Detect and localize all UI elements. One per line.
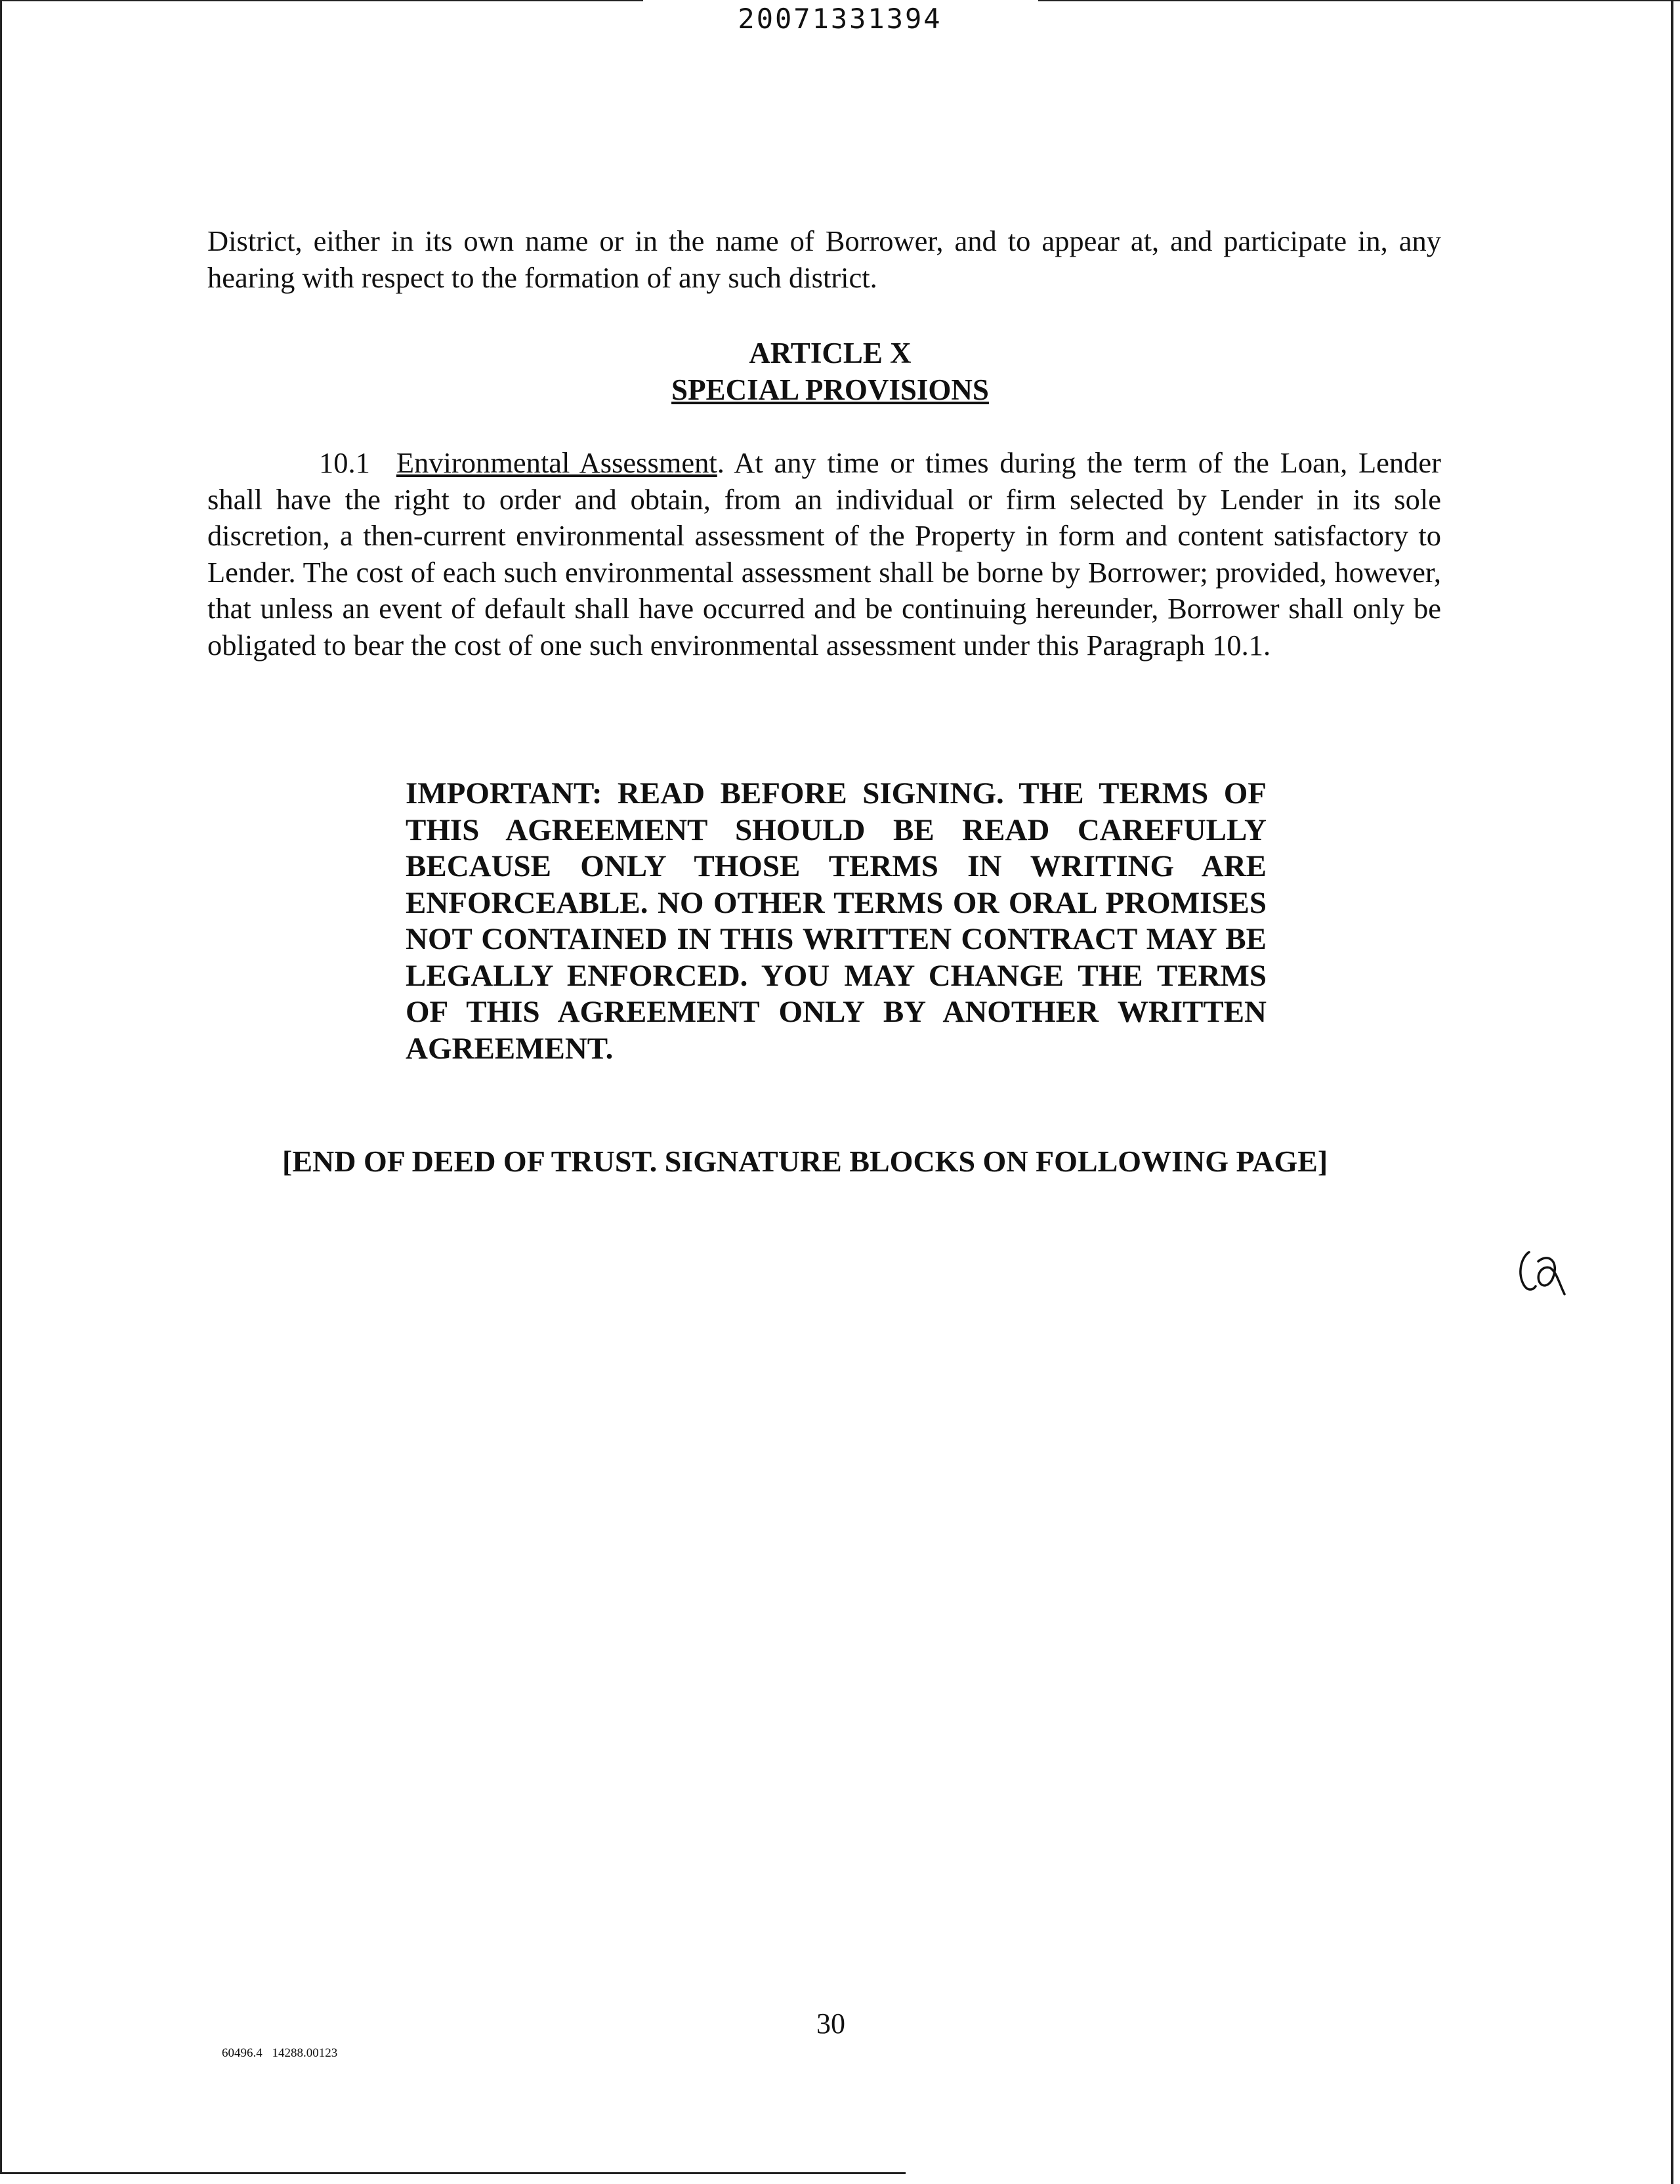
important-notice: IMPORTANT: READ BEFORE SIGNING. THE TERMS OF THIS AGREEMENT SHOULD BE READ CAREFULLY BECAUSE ONLY THOSE TERMS IN WRITING ARE ENFORCEABLE. NO OTHER TERMS OR ORAL PROMISES NOT CONTAINED IN THIS WRITTEN CONTRACT MAY BE LEGALLY ENFORCED. YOU MAY CHANGE THE TERMS OF THIS AGREEMENT ONLY BY ANOTHER WRITTEN AGREEMENT. [406,776,1267,1066]
handwritten-initials [1509,1234,1582,1306]
section-text: . At any time or times during the term of the Loan, Lender shall have the right to order and obtain, from an individual or firm selected by Lender in its sole discretion, a then-current environmental assessment of the Property in form and content satisfactory to Lender. The cost of each such environmental assessment shall be borne by Borrower; provided, however, that unless an event of default shall have occurred and be continuing hereunder, Borrower shall only be obligated to bear the cost of one such environmental assessment under this Paragraph 10.1. [207,446,1441,662]
article-heading [0,335,1660,408]
scan-border-right [1671,0,1673,2184]
recording-number: 20071331394 [738,3,942,35]
scan-border-bottom [0,2172,906,2174]
scan-border-left [0,0,2,2172]
scan-border-top-right [1038,0,1680,1]
scan-border-top-left [0,0,643,1]
document-reference: 60496.4 14288.00123 [222,2046,338,2060]
section-10-1 [207,445,1441,663]
article-title: ARTICLE X [749,337,912,369]
continued-paragraph: District, either in its own name or in the name of Borrower, and to appear at, and participate in, any hearing with respect to the formation of any such district. [207,224,1441,294]
section-heading: Environmental Assessment [396,446,717,479]
end-of-deed-statement: [END OF DEED OF TRUST. SIGNATURE BLOCKS ON FOLLOWING PAGE] [282,1144,1328,1178]
article-subtitle: SPECIAL PROVISIONS [671,373,989,406]
section-number: 10.1 [319,446,370,479]
page-number: 30 [816,2007,845,2040]
